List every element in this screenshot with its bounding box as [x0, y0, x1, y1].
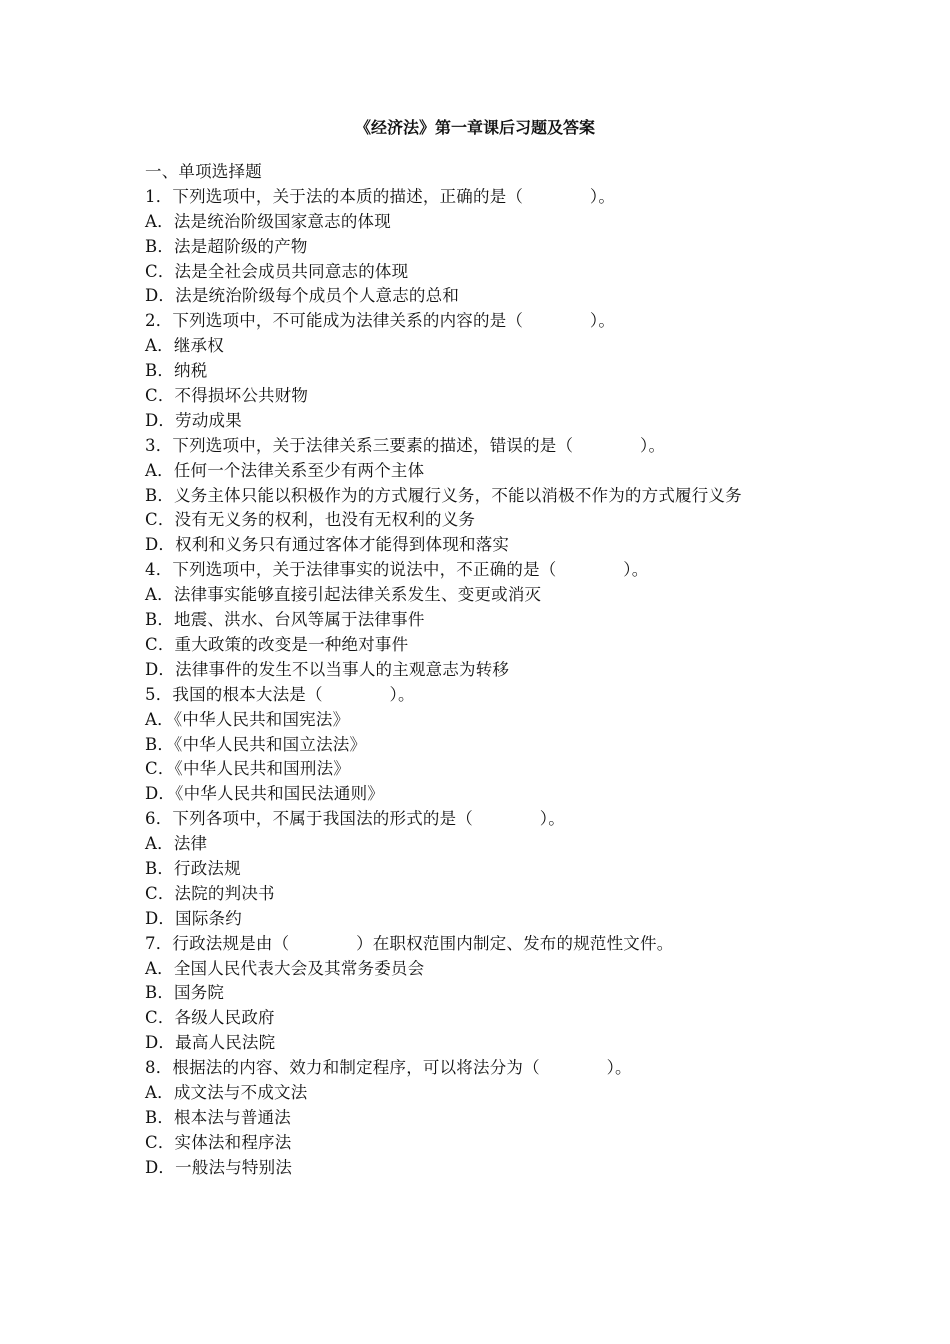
question-block [145, 683, 810, 807]
question-option: A．任何一个法律关系至少有两个主体 [145, 460, 425, 480]
question-option: D．法律事件的发生不以当事人的主观意志为转移 [145, 659, 510, 679]
question-option: C．实体法和程序法 [145, 1132, 292, 1152]
question-stem: 5．我国的根本大法是（ ）。 [145, 684, 415, 704]
question-stem: 2．下列选项中，不可能成为法律关系的内容的是（ ）。 [145, 311, 616, 331]
question-block [145, 807, 810, 931]
page-title: 《经济法》第一章课后习题及答案 [354, 118, 595, 137]
question-option: C．不得损坏公共财物 [145, 386, 309, 406]
question-stem: 8．根据法的内容、效力和制定程序，可以将法分为（ ）。 [145, 1058, 632, 1078]
question-block [145, 434, 810, 558]
question-option: B．纳税 [145, 361, 208, 381]
question-option: A．法律 [145, 834, 208, 854]
question-option: A．《中华人民共和国宪法》 [145, 709, 350, 729]
question-option: D．《中华人民共和国民法通则》 [145, 784, 384, 804]
question-block [145, 1056, 810, 1180]
question-option: C．《中华人民共和国刑法》 [145, 759, 350, 779]
question-stem: 3．下列选项中，关于法律关系三要素的描述，错误的是（ ）。 [145, 435, 666, 455]
question-option: C．法是全社会成员共同意志的体现 [145, 261, 409, 281]
question-option: B．国务院 [145, 983, 225, 1003]
question-option: B．法是超阶级的产物 [145, 236, 308, 256]
question-option: C．重大政策的改变是一种绝对事件 [145, 634, 409, 654]
question-option: B．义务主体只能以积极作为的方式履行义务，不能以消极不作为的方式履行义务 [145, 485, 742, 505]
question-block [145, 558, 810, 682]
question-option: A．法律事实能够直接引起法律关系发生、变更或消灭 [145, 585, 542, 605]
document-body [145, 160, 810, 1181]
question-option: B．地震、洪水、台风等属于法律事件 [145, 610, 425, 630]
question-option: A．法是统治阶级国家意志的体现 [145, 211, 391, 231]
question-option: D．最高人民法院 [145, 1033, 276, 1053]
question-option: D．国际条约 [145, 908, 242, 928]
question-option: A．成文法与不成文法 [145, 1082, 308, 1102]
question-stem: 6．下列各项中，不属于我国法的形式的是（ ）。 [145, 809, 565, 829]
question-option: D．一般法与特别法 [145, 1157, 293, 1177]
question-option: A．全国人民代表大会及其常务委员会 [145, 958, 425, 978]
question-stem: 7．行政法规是由（ ）在职权范围内制定、发布的规范性文件。 [145, 933, 674, 953]
question-option: B．行政法规 [145, 858, 241, 878]
question-stem: 4．下列选项中，关于法律事实的说法中，不正确的是（ ）。 [145, 560, 649, 580]
question-option: D．劳动成果 [145, 410, 242, 430]
section-heading: 一、单项选择题 [145, 162, 262, 181]
question-option: A．继承权 [145, 336, 224, 356]
question-block [145, 309, 810, 433]
question-block [145, 185, 810, 309]
question-option: C．各级人民政府 [145, 1008, 275, 1028]
question-stem: 1．下列选项中，关于法的本质的描述，正确的是（ ）。 [145, 186, 616, 206]
question-option: C．没有无义务的权利，也没有无权利的义务 [145, 510, 476, 530]
question-option: D．权利和义务只有通过客体才能得到体现和落实 [145, 535, 510, 555]
question-block [145, 932, 810, 1056]
question-option: B．《中华人民共和国立法法》 [145, 734, 367, 754]
question-option: B．根本法与普通法 [145, 1107, 291, 1127]
question-option: D．法是统治阶级每个成员个人意志的总和 [145, 286, 460, 306]
question-option: C．法院的判决书 [145, 883, 275, 903]
